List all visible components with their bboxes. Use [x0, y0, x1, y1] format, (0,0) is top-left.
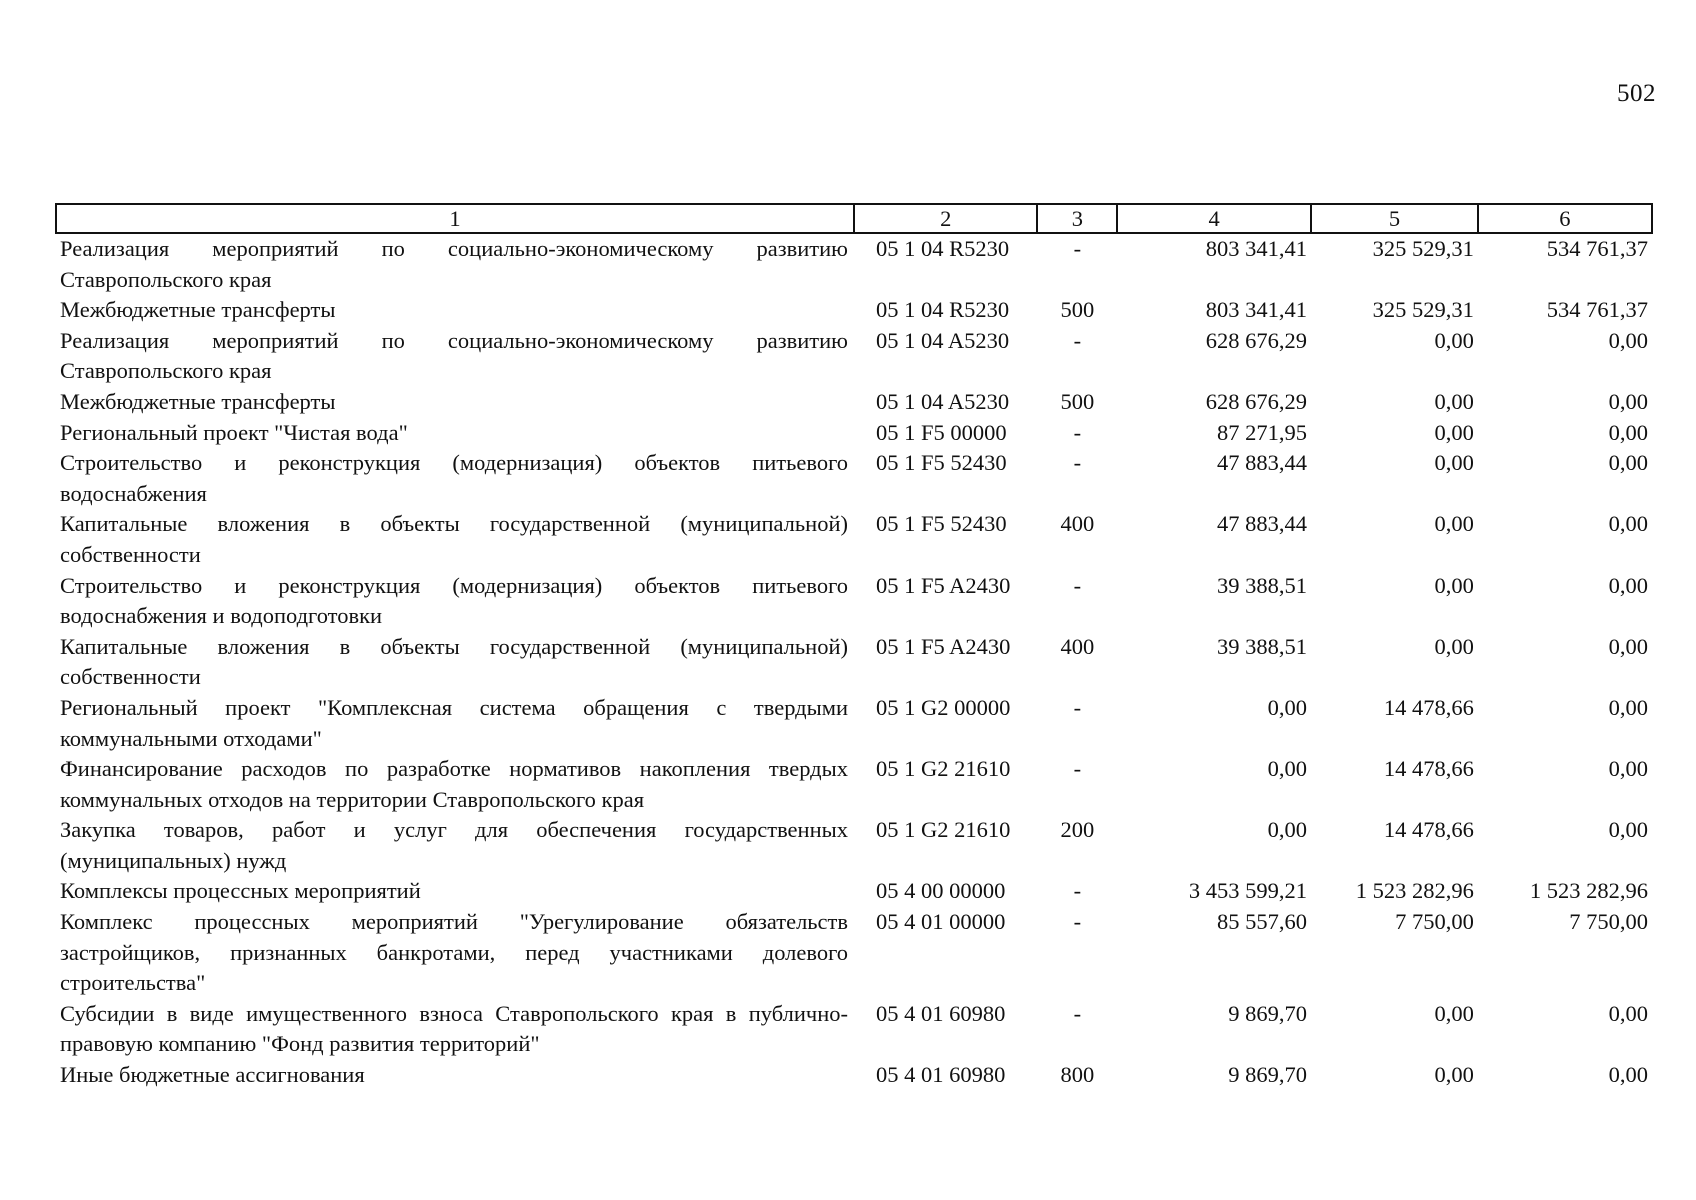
table-row [56, 632, 1652, 693]
expenditure-type-code: 500 [1060, 388, 1095, 414]
expenditure-name: Межбюджетные трансферты [60, 297, 336, 323]
table-row [56, 418, 1652, 449]
amount-column-5: 1 523 282,96 [1355, 878, 1474, 904]
amount-column-5: 14 478,66 [1383, 694, 1474, 720]
amount-column-5: 0,00 [1434, 1000, 1474, 1026]
expenditure-name: Финансирование расходов по разработке нормативов накопления твердых коммунальных отходов на территории Ставропольского края [60, 756, 848, 812]
amount-column-5: 14 478,66 [1383, 817, 1474, 843]
amount-column-4: 628 676,29 [1205, 388, 1308, 414]
column-header-3: 3 [1037, 204, 1117, 233]
target-article-code: 05 4 00 00000 [876, 878, 1006, 904]
amount-column-5: 0,00 [1434, 633, 1474, 659]
target-article-code: 05 1 04 R5230 [876, 297, 1010, 323]
table-row [56, 448, 1652, 509]
expenditure-type-code: - [1073, 694, 1082, 720]
amount-column-6: 0,00 [1608, 756, 1648, 782]
table-row [56, 876, 1652, 907]
amount-column-4: 803 341,41 [1205, 297, 1308, 323]
amount-column-6: 0,00 [1608, 1000, 1648, 1026]
table-row [56, 999, 1652, 1060]
amount-column-6: 0,00 [1608, 450, 1648, 476]
amount-column-6: 534 761,37 [1546, 236, 1648, 261]
expenditure-type-code: - [1073, 1000, 1082, 1026]
table-row [56, 233, 1652, 295]
amount-column-6: 0,00 [1608, 817, 1648, 843]
amount-column-5: 325 529,31 [1372, 297, 1474, 323]
expenditure-type-code: - [1073, 756, 1082, 782]
target-article-code: 05 4 01 00000 [876, 909, 1006, 935]
amount-column-4: 0,00 [1267, 756, 1308, 782]
target-article-code: 05 1 04 R5230 [876, 236, 1010, 261]
expenditure-name: Закупка товаров, работ и услуг для обеспечения государственных (муниципальных) нужд [60, 817, 848, 873]
expenditure-type-code: - [1073, 450, 1082, 476]
table-row [56, 509, 1652, 570]
expenditure-type-code: - [1073, 327, 1082, 353]
expenditure-name: Комплекс процессных мероприятий "Урегулирование обязательств застройщиков, признанных банкротами, перед участниками долевого строительства" [60, 909, 848, 996]
amount-column-5: 0,00 [1434, 419, 1474, 445]
amount-column-5: 7 750,00 [1395, 909, 1474, 935]
amount-column-4: 9 869,70 [1228, 1000, 1308, 1026]
amount-column-6: 534 761,37 [1546, 297, 1648, 323]
target-article-code: 05 1 04 A5230 [876, 388, 1010, 414]
target-article-code: 05 1 F5 00000 [876, 419, 1007, 445]
expenditure-name: Региональный проект "Комплексная система обращения с твердыми коммунальными отходами" [60, 694, 848, 751]
amount-column-5: 325 529,31 [1372, 236, 1474, 261]
expenditure-type-code: - [1073, 236, 1082, 261]
target-article-code: 05 1 F5 52430 [876, 511, 1007, 537]
target-article-code: 05 1 G2 21610 [876, 756, 1011, 782]
expenditure-name: Капитальные вложения в объекты государственной (муниципальной) собственности [60, 633, 848, 690]
table-row [56, 387, 1652, 418]
amount-column-4: 0,00 [1267, 694, 1308, 720]
expenditure-name: Строительство и реконструкция (модернизация) объектов питьевого водоснабжения и водоподготовки [60, 572, 848, 629]
amount-column-6: 7 750,00 [1569, 909, 1648, 935]
amount-column-6: 0,00 [1608, 694, 1648, 720]
target-article-code: 05 4 01 60980 [876, 1000, 1006, 1026]
amount-column-6: 0,00 [1608, 633, 1648, 659]
expenditure-name: Субсидии в виде имущественного взноса Ставропольского края в публично-правовую компанию "Фонд развития территорий" [60, 1000, 848, 1057]
amount-column-4: 9 869,70 [1228, 1062, 1308, 1088]
expenditure-name: Региональный проект "Чистая вода" [60, 419, 408, 445]
amount-column-5: 0,00 [1434, 450, 1474, 476]
expenditure-name: Межбюджетные трансферты [60, 388, 336, 414]
amount-column-6: 0,00 [1608, 327, 1648, 353]
amount-column-6: 1 523 282,96 [1529, 878, 1648, 904]
expenditure-type-code: 500 [1060, 297, 1095, 323]
table-body [56, 233, 1652, 1091]
amount-column-6: 0,00 [1608, 511, 1648, 537]
target-article-code: 05 1 G2 21610 [876, 817, 1011, 843]
expenditure-name: Капитальные вложения в объекты государственной (муниципальной) собственности [60, 511, 848, 567]
amount-column-6: 0,00 [1608, 388, 1648, 414]
amount-column-6: 0,00 [1608, 1062, 1648, 1088]
target-article-code: 05 1 G2 00000 [876, 694, 1011, 720]
column-header-1: 1 [56, 204, 854, 233]
amount-column-4: 39 388,51 [1217, 572, 1308, 598]
amount-column-4: 87 271,95 [1217, 419, 1308, 445]
table-row [56, 815, 1652, 876]
expenditure-type-code: - [1073, 419, 1082, 445]
amount-column-5: 0,00 [1434, 1062, 1474, 1088]
amount-column-4: 0,00 [1267, 817, 1308, 843]
table-header-row [56, 204, 1652, 233]
expenditure-name: Комплексы процессных мероприятий [60, 878, 421, 904]
amount-column-4: 85 557,60 [1217, 909, 1308, 935]
expenditure-type-code: - [1073, 878, 1082, 904]
amount-column-5: 0,00 [1434, 572, 1474, 598]
target-article-code: 05 1 04 A5230 [876, 327, 1010, 353]
amount-column-5: 0,00 [1434, 388, 1474, 414]
column-header-5: 5 [1311, 204, 1478, 233]
target-article-code: 05 4 01 60980 [876, 1062, 1006, 1088]
expenditure-type-code: 800 [1060, 1062, 1095, 1088]
expenditure-name: Строительство и реконструкция (модернизация) объектов питьевого водоснабжения [60, 450, 848, 506]
amount-column-4: 803 341,41 [1205, 236, 1308, 261]
table-row [56, 1060, 1652, 1091]
table-row [56, 693, 1652, 754]
target-article-code: 05 1 F5 52430 [876, 450, 1007, 476]
amount-column-4: 47 883,44 [1217, 450, 1308, 476]
amount-column-6: 0,00 [1608, 572, 1648, 598]
expenditure-name: Реализация мероприятий по социально-экономическому развитию Ставропольского края [60, 236, 848, 292]
column-header-2: 2 [854, 204, 1037, 233]
page-number: 502 [1617, 80, 1656, 107]
table-row [56, 326, 1652, 387]
amount-column-4: 47 883,44 [1217, 511, 1308, 537]
target-article-code: 05 1 F5 A2430 [876, 633, 1011, 659]
table-row [56, 295, 1652, 326]
amount-column-5: 0,00 [1434, 327, 1474, 353]
budget-table [55, 203, 1653, 1091]
amount-column-4: 3 453 599,21 [1188, 878, 1308, 904]
expenditure-type-code: 400 [1060, 511, 1095, 537]
amount-column-5: 14 478,66 [1383, 756, 1474, 782]
expenditure-name: Реализация мероприятий по социально-экономическому развитию Ставропольского края [60, 327, 848, 384]
expenditure-type-code: - [1073, 572, 1082, 598]
expenditure-type-code: 400 [1060, 633, 1095, 659]
table-row [56, 571, 1652, 632]
column-header-4: 4 [1117, 204, 1311, 233]
table-row [56, 754, 1652, 815]
amount-column-5: 0,00 [1434, 511, 1474, 537]
expenditure-name: Иные бюджетные ассигнования [60, 1062, 365, 1088]
table-row [56, 907, 1652, 999]
expenditure-type-code: 200 [1060, 817, 1095, 843]
column-header-6: 6 [1478, 204, 1652, 233]
expenditure-type-code: - [1073, 909, 1082, 935]
amount-column-4: 628 676,29 [1205, 327, 1308, 353]
amount-column-6: 0,00 [1608, 419, 1648, 445]
target-article-code: 05 1 F5 A2430 [876, 572, 1011, 598]
amount-column-4: 39 388,51 [1217, 633, 1308, 659]
